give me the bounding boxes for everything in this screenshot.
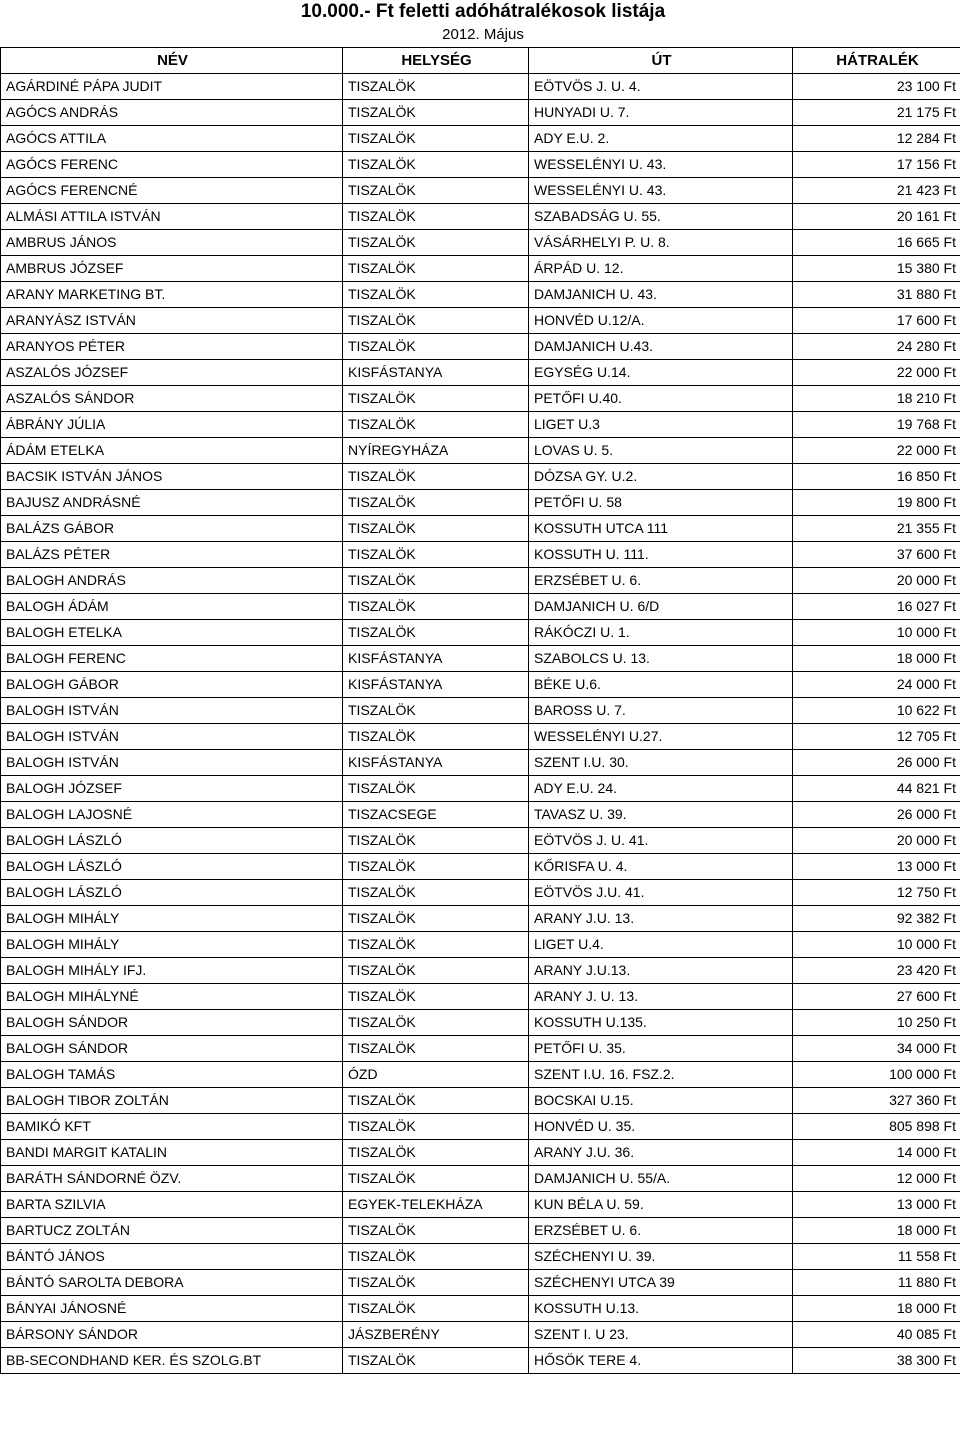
table-row: [1, 490, 960, 516]
cell-name: ÁDÁM ETELKA: [1, 438, 343, 464]
cell-street: SZABADSÁG U. 55.: [529, 204, 793, 230]
cell-street: SZÉCHENYI U. 39.: [529, 1244, 793, 1270]
cell-locality: TISZALÖK: [343, 1244, 529, 1270]
cell-arrears: 12 284 Ft: [793, 126, 960, 152]
cell-name: BALOGH SÁNDOR: [1, 1036, 343, 1062]
cell-locality: TISZALÖK: [343, 932, 529, 958]
cell-street: PETŐFI U. 58: [529, 490, 793, 516]
debtor-table: [0, 47, 960, 1374]
table-row: [1, 1270, 960, 1296]
table-row: [1, 802, 960, 828]
table-row: [1, 776, 960, 802]
cell-arrears: 19 800 Ft: [793, 490, 960, 516]
cell-locality: TISZALÖK: [343, 74, 529, 100]
cell-street: ARANY J.U. 13.: [529, 906, 793, 932]
table-row: [1, 126, 960, 152]
cell-arrears: 21 175 Ft: [793, 100, 960, 126]
cell-locality: TISZALÖK: [343, 854, 529, 880]
cell-name: BAMIKÓ KFT: [1, 1114, 343, 1140]
cell-locality: TISZALÖK: [343, 776, 529, 802]
cell-locality: NYÍREGYHÁZA: [343, 438, 529, 464]
cell-locality: TISZALÖK: [343, 698, 529, 724]
cell-arrears: 14 000 Ft: [793, 1140, 960, 1166]
cell-name: ASZALÓS JÓZSEF: [1, 360, 343, 386]
cell-arrears: 24 280 Ft: [793, 334, 960, 360]
table-row: [1, 412, 960, 438]
cell-name: BALOGH LAJOSNÉ: [1, 802, 343, 828]
table-row: [1, 516, 960, 542]
table-header-row: [1, 48, 960, 74]
table-row: [1, 308, 960, 334]
cell-locality: TISZALÖK: [343, 386, 529, 412]
cell-street: KOSSUTH UTCA 111: [529, 516, 793, 542]
cell-arrears: 24 000 Ft: [793, 672, 960, 698]
cell-street: DAMJANICH U. 6/D: [529, 594, 793, 620]
cell-street: LIGET U.3: [529, 412, 793, 438]
table-row: [1, 698, 960, 724]
cell-arrears: 26 000 Ft: [793, 750, 960, 776]
cell-street: KOSSUTH U.135.: [529, 1010, 793, 1036]
cell-street: ARANY J. U. 13.: [529, 984, 793, 1010]
cell-name: BALOGH MIHÁLYNÉ: [1, 984, 343, 1010]
cell-name: BALOGH ISTVÁN: [1, 698, 343, 724]
cell-arrears: 21 423 Ft: [793, 178, 960, 204]
cell-street: DAMJANICH U.43.: [529, 334, 793, 360]
cell-locality: TISZALÖK: [343, 958, 529, 984]
cell-arrears: 100 000 Ft: [793, 1062, 960, 1088]
cell-arrears: 92 382 Ft: [793, 906, 960, 932]
cell-locality: KISFÁSTANYA: [343, 360, 529, 386]
cell-locality: TISZALÖK: [343, 1036, 529, 1062]
cell-name: BANDI MARGIT KATALIN: [1, 1140, 343, 1166]
cell-name: BALOGH ISTVÁN: [1, 750, 343, 776]
cell-arrears: 10 000 Ft: [793, 932, 960, 958]
table-row: [1, 386, 960, 412]
cell-arrears: 13 000 Ft: [793, 1192, 960, 1218]
table-row: [1, 1192, 960, 1218]
cell-locality: TISZALÖK: [343, 464, 529, 490]
cell-name: ASZALÓS SÁNDOR: [1, 386, 343, 412]
table-row: [1, 1166, 960, 1192]
cell-locality: TISZALÖK: [343, 1296, 529, 1322]
table-row: [1, 438, 960, 464]
table-row: [1, 880, 960, 906]
cell-name: BALOGH MIHÁLY IFJ.: [1, 958, 343, 984]
cell-locality: TISZALÖK: [343, 1270, 529, 1296]
cell-arrears: 18 000 Ft: [793, 1218, 960, 1244]
cell-name: BAJUSZ ANDRÁSNÉ: [1, 490, 343, 516]
table-row: [1, 204, 960, 230]
cell-street: SZENT I. U 23.: [529, 1322, 793, 1348]
cell-locality: TISZALÖK: [343, 282, 529, 308]
table-row: [1, 334, 960, 360]
cell-arrears: 20 000 Ft: [793, 828, 960, 854]
table-row: [1, 932, 960, 958]
table-row: [1, 646, 960, 672]
cell-arrears: 18 210 Ft: [793, 386, 960, 412]
cell-name: BALOGH TAMÁS: [1, 1062, 343, 1088]
cell-street: BÉKE U.6.: [529, 672, 793, 698]
cell-street: TAVASZ U. 39.: [529, 802, 793, 828]
cell-name: BARÁTH SÁNDORNÉ ÖZV.: [1, 1166, 343, 1192]
cell-street: ADY E.U. 2.: [529, 126, 793, 152]
cell-street: KOSSUTH U.13.: [529, 1296, 793, 1322]
cell-street: DAMJANICH U. 43.: [529, 282, 793, 308]
table-row: [1, 230, 960, 256]
cell-locality: TISZALÖK: [343, 1348, 529, 1374]
cell-name: BALOGH LÁSZLÓ: [1, 828, 343, 854]
cell-locality: TISZALÖK: [343, 152, 529, 178]
table-row: [1, 594, 960, 620]
table-row: [1, 620, 960, 646]
cell-locality: TISZALÖK: [343, 724, 529, 750]
cell-locality: TISZALÖK: [343, 126, 529, 152]
cell-arrears: 19 768 Ft: [793, 412, 960, 438]
cell-street: KOSSUTH U. 111.: [529, 542, 793, 568]
table-row: [1, 1010, 960, 1036]
cell-arrears: 16 665 Ft: [793, 230, 960, 256]
cell-name: AGÓCS FERENCNÉ: [1, 178, 343, 204]
cell-street: LIGET U.4.: [529, 932, 793, 958]
cell-street: SZENT I.U. 16. FSZ.2.: [529, 1062, 793, 1088]
cell-locality: TISZALÖK: [343, 620, 529, 646]
cell-name: AGÓCS FERENC: [1, 152, 343, 178]
cell-street: ARANY J.U.13.: [529, 958, 793, 984]
page-subtitle: 2012. Május: [442, 26, 524, 43]
cell-name: BALOGH TIBOR ZOLTÁN: [1, 1088, 343, 1114]
cell-street: WESSELÉNYI U. 43.: [529, 152, 793, 178]
cell-locality: TISZALÖK: [343, 1114, 529, 1140]
table-row: [1, 256, 960, 282]
cell-arrears: 12 705 Ft: [793, 724, 960, 750]
cell-name: BALOGH LÁSZLÓ: [1, 854, 343, 880]
cell-name: BALOGH GÁBOR: [1, 672, 343, 698]
cell-name: ARANYOS PÉTER: [1, 334, 343, 360]
table-body: [1, 74, 960, 1374]
cell-name: BALOGH ISTVÁN: [1, 724, 343, 750]
header-name: NÉV: [1, 48, 343, 74]
cell-locality: TISZALÖK: [343, 100, 529, 126]
table-row: [1, 828, 960, 854]
cell-arrears: 22 000 Ft: [793, 360, 960, 386]
cell-street: HONVÉD U. 35.: [529, 1114, 793, 1140]
table-row: [1, 1244, 960, 1270]
table-row: [1, 178, 960, 204]
cell-street: LOVAS U. 5.: [529, 438, 793, 464]
cell-arrears: 31 880 Ft: [793, 282, 960, 308]
cell-arrears: 26 000 Ft: [793, 802, 960, 828]
cell-arrears: 12 000 Ft: [793, 1166, 960, 1192]
cell-name: BÁRSONY SÁNDOR: [1, 1322, 343, 1348]
table-row: [1, 1062, 960, 1088]
cell-name: BARTUCZ ZOLTÁN: [1, 1218, 343, 1244]
cell-name: BACSIK ISTVÁN JÁNOS: [1, 464, 343, 490]
cell-locality: TISZALÖK: [343, 308, 529, 334]
cell-name: BALOGH LÁSZLÓ: [1, 880, 343, 906]
cell-street: HŐSÖK TERE 4.: [529, 1348, 793, 1374]
table-row: [1, 1088, 960, 1114]
cell-street: ERZSÉBET U. 6.: [529, 568, 793, 594]
table-row: [1, 854, 960, 880]
table-row: [1, 100, 960, 126]
cell-name: AGÓCS ATTILA: [1, 126, 343, 152]
cell-name: ARANYÁSZ ISTVÁN: [1, 308, 343, 334]
cell-arrears: 21 355 Ft: [793, 516, 960, 542]
table-row: [1, 1296, 960, 1322]
cell-name: ÁBRÁNY JÚLIA: [1, 412, 343, 438]
cell-street: BAROSS U. 7.: [529, 698, 793, 724]
cell-arrears: 10 622 Ft: [793, 698, 960, 724]
cell-street: PETŐFI U. 35.: [529, 1036, 793, 1062]
cell-locality: KISFÁSTANYA: [343, 750, 529, 776]
cell-street: HONVÉD U.12/A.: [529, 308, 793, 334]
cell-arrears: 23 420 Ft: [793, 958, 960, 984]
cell-street: EÖTVÖS J. U. 41.: [529, 828, 793, 854]
cell-arrears: 38 300 Ft: [793, 1348, 960, 1374]
cell-name: AMBRUS JÓZSEF: [1, 256, 343, 282]
cell-locality: TISZALÖK: [343, 984, 529, 1010]
cell-name: BARTA SZILVIA: [1, 1192, 343, 1218]
table-row: [1, 568, 960, 594]
cell-arrears: 37 600 Ft: [793, 542, 960, 568]
cell-name: BALOGH MIHÁLY: [1, 906, 343, 932]
cell-name: AGÓCS ANDRÁS: [1, 100, 343, 126]
table-row: [1, 906, 960, 932]
cell-locality: TISZALÖK: [343, 1218, 529, 1244]
cell-arrears: 12 750 Ft: [793, 880, 960, 906]
table-row: [1, 1348, 960, 1374]
cell-street: ARANY J.U. 36.: [529, 1140, 793, 1166]
cell-street: KŐRISFA U. 4.: [529, 854, 793, 880]
cell-locality: TISZALÖK: [343, 490, 529, 516]
cell-name: BALOGH SÁNDOR: [1, 1010, 343, 1036]
cell-arrears: 27 600 Ft: [793, 984, 960, 1010]
cell-locality: TISZACSEGE: [343, 802, 529, 828]
cell-locality: TISZALÖK: [343, 178, 529, 204]
cell-street: WESSELÉNYI U.27.: [529, 724, 793, 750]
cell-name: BALOGH ETELKA: [1, 620, 343, 646]
cell-name: AGÁRDINÉ PÁPA JUDIT: [1, 74, 343, 100]
table-row: [1, 360, 960, 386]
cell-name: BALÁZS PÉTER: [1, 542, 343, 568]
cell-locality: EGYEK-TELEKHÁZA: [343, 1192, 529, 1218]
cell-locality: TISZALÖK: [343, 1088, 529, 1114]
cell-locality: TISZALÖK: [343, 1010, 529, 1036]
cell-arrears: 40 085 Ft: [793, 1322, 960, 1348]
cell-street: ADY E.U. 24.: [529, 776, 793, 802]
cell-street: RÁKÓCZI U. 1.: [529, 620, 793, 646]
table-row: [1, 1036, 960, 1062]
cell-street: SZÉCHENYI UTCA 39: [529, 1270, 793, 1296]
cell-arrears: 13 000 Ft: [793, 854, 960, 880]
cell-locality: KISFÁSTANYA: [343, 646, 529, 672]
cell-locality: TISZALÖK: [343, 204, 529, 230]
cell-locality: ÓZD: [343, 1062, 529, 1088]
cell-street: BOCSKAI U.15.: [529, 1088, 793, 1114]
cell-arrears: 18 000 Ft: [793, 1296, 960, 1322]
cell-street: ÁRPÁD U. 12.: [529, 256, 793, 282]
cell-street: DAMJANICH U. 55/A.: [529, 1166, 793, 1192]
cell-arrears: 16 027 Ft: [793, 594, 960, 620]
table-row: [1, 1114, 960, 1140]
table-row: [1, 724, 960, 750]
table-row: [1, 672, 960, 698]
table-row: [1, 282, 960, 308]
cell-street: EÖTVÖS J.U. 41.: [529, 880, 793, 906]
cell-name: BALOGH ANDRÁS: [1, 568, 343, 594]
cell-arrears: 10 250 Ft: [793, 1010, 960, 1036]
table-row: [1, 958, 960, 984]
cell-name: BALÁZS GÁBOR: [1, 516, 343, 542]
table-row: [1, 984, 960, 1010]
table-row: [1, 464, 960, 490]
page-title: 10.000.- Ft feletti adóhátralékosok listája: [300, 1, 666, 22]
cell-arrears: 10 000 Ft: [793, 620, 960, 646]
cell-locality: TISZALÖK: [343, 568, 529, 594]
cell-arrears: 11 558 Ft: [793, 1244, 960, 1270]
cell-locality: TISZALÖK: [343, 230, 529, 256]
cell-street: KUN BÉLA U. 59.: [529, 1192, 793, 1218]
cell-name: BALOGH ÁDÁM: [1, 594, 343, 620]
cell-arrears: 805 898 Ft: [793, 1114, 960, 1140]
cell-locality: TISZALÖK: [343, 828, 529, 854]
cell-arrears: 20 161 Ft: [793, 204, 960, 230]
cell-street: DÓZSA GY. U.2.: [529, 464, 793, 490]
cell-name: BB-SECONDHAND KER. ÉS SZOLG.BT: [1, 1348, 343, 1374]
cell-street: EÖTVÖS J. U. 4.: [529, 74, 793, 100]
table-row: [1, 750, 960, 776]
table-row: [1, 74, 960, 100]
cell-name: BÁNYAI JÁNOSNÉ: [1, 1296, 343, 1322]
cell-street: VÁSÁRHELYI P. U. 8.: [529, 230, 793, 256]
cell-name: BÁNTÓ JÁNOS: [1, 1244, 343, 1270]
cell-name: BALOGH MIHÁLY: [1, 932, 343, 958]
header-street: ÚT: [529, 48, 793, 74]
cell-arrears: 327 360 Ft: [793, 1088, 960, 1114]
cell-arrears: 15 380 Ft: [793, 256, 960, 282]
cell-locality: TISZALÖK: [343, 1140, 529, 1166]
cell-name: ALMÁSI ATTILA ISTVÁN: [1, 204, 343, 230]
cell-locality: TISZALÖK: [343, 516, 529, 542]
table-row: [1, 542, 960, 568]
cell-arrears: 18 000 Ft: [793, 646, 960, 672]
cell-street: HUNYADI U. 7.: [529, 100, 793, 126]
header-arrears: HÁTRALÉK: [793, 48, 960, 74]
cell-name: ARANY MARKETING BT.: [1, 282, 343, 308]
cell-street: WESSELÉNYI U. 43.: [529, 178, 793, 204]
cell-arrears: 11 880 Ft: [793, 1270, 960, 1296]
cell-locality: TISZALÖK: [343, 542, 529, 568]
table-row: [1, 1322, 960, 1348]
cell-locality: TISZALÖK: [343, 256, 529, 282]
cell-name: BÁNTÓ SAROLTA DEBORA: [1, 1270, 343, 1296]
cell-name: AMBRUS JÁNOS: [1, 230, 343, 256]
cell-arrears: 23 100 Ft: [793, 74, 960, 100]
cell-arrears: 20 000 Ft: [793, 568, 960, 594]
cell-locality: TISZALÖK: [343, 594, 529, 620]
cell-street: EGYSÉG U.14.: [529, 360, 793, 386]
cell-locality: TISZALÖK: [343, 906, 529, 932]
cell-locality: KISFÁSTANYA: [343, 672, 529, 698]
cell-street: SZABOLCS U. 13.: [529, 646, 793, 672]
cell-street: PETŐFI U.40.: [529, 386, 793, 412]
header-locality: HELYSÉG: [343, 48, 529, 74]
cell-arrears: 17 156 Ft: [793, 152, 960, 178]
cell-locality: TISZALÖK: [343, 1166, 529, 1192]
cell-arrears: 17 600 Ft: [793, 308, 960, 334]
cell-name: BALOGH JÓZSEF: [1, 776, 343, 802]
cell-arrears: 22 000 Ft: [793, 438, 960, 464]
cell-locality: TISZALÖK: [343, 334, 529, 360]
cell-arrears: 34 000 Ft: [793, 1036, 960, 1062]
table-row: [1, 1218, 960, 1244]
cell-street: ERZSÉBET U. 6.: [529, 1218, 793, 1244]
cell-arrears: 16 850 Ft: [793, 464, 960, 490]
cell-arrears: 44 821 Ft: [793, 776, 960, 802]
cell-locality: TISZALÖK: [343, 880, 529, 906]
cell-locality: TISZALÖK: [343, 412, 529, 438]
cell-street: SZENT I.U. 30.: [529, 750, 793, 776]
cell-locality: JÁSZBERÉNY: [343, 1322, 529, 1348]
table-row: [1, 152, 960, 178]
table-row: [1, 1140, 960, 1166]
cell-name: BALOGH FERENC: [1, 646, 343, 672]
